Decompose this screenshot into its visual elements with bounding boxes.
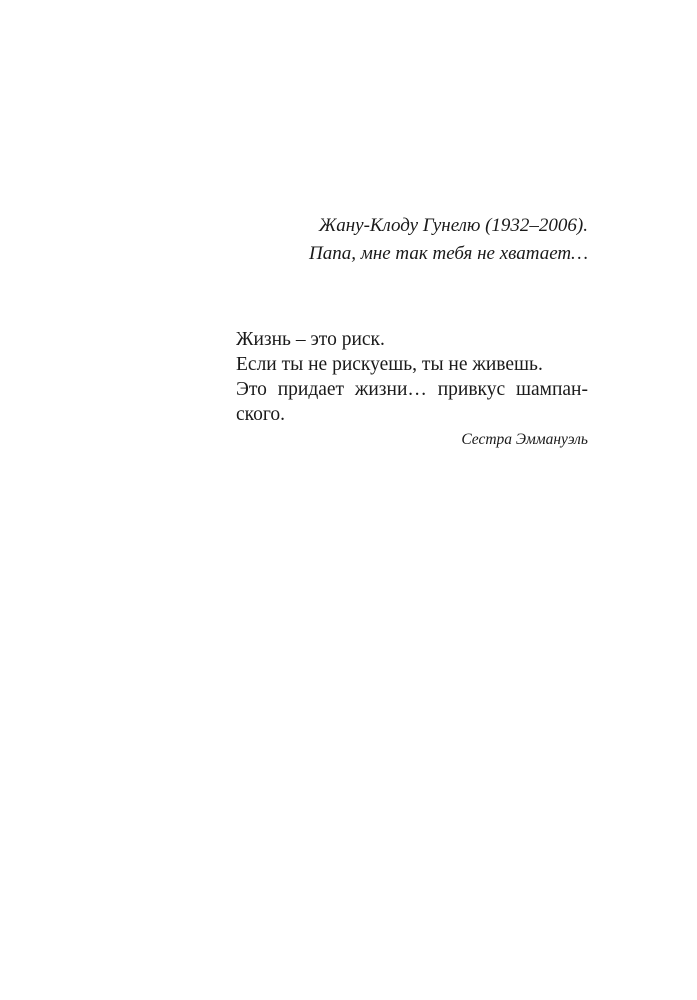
- dedication-line: Жану-Клоду Гунелю (1932–2006).: [318, 215, 588, 236]
- epigraph-attribution: Сестра Эммануэль: [461, 431, 588, 448]
- epigraph-line: ского.: [236, 404, 286, 425]
- dedication-line: Папа, мне так тебя не хватает…: [308, 243, 588, 264]
- epigraph-line: Жизнь – это риск.: [236, 329, 385, 350]
- epigraph-line: Если ты не рискуешь, ты не живешь.: [236, 354, 543, 375]
- epigraph-line: Это придает жизни… привкус шампан-: [236, 379, 588, 400]
- dedication: [236, 212, 588, 268]
- epigraph: [236, 327, 588, 452]
